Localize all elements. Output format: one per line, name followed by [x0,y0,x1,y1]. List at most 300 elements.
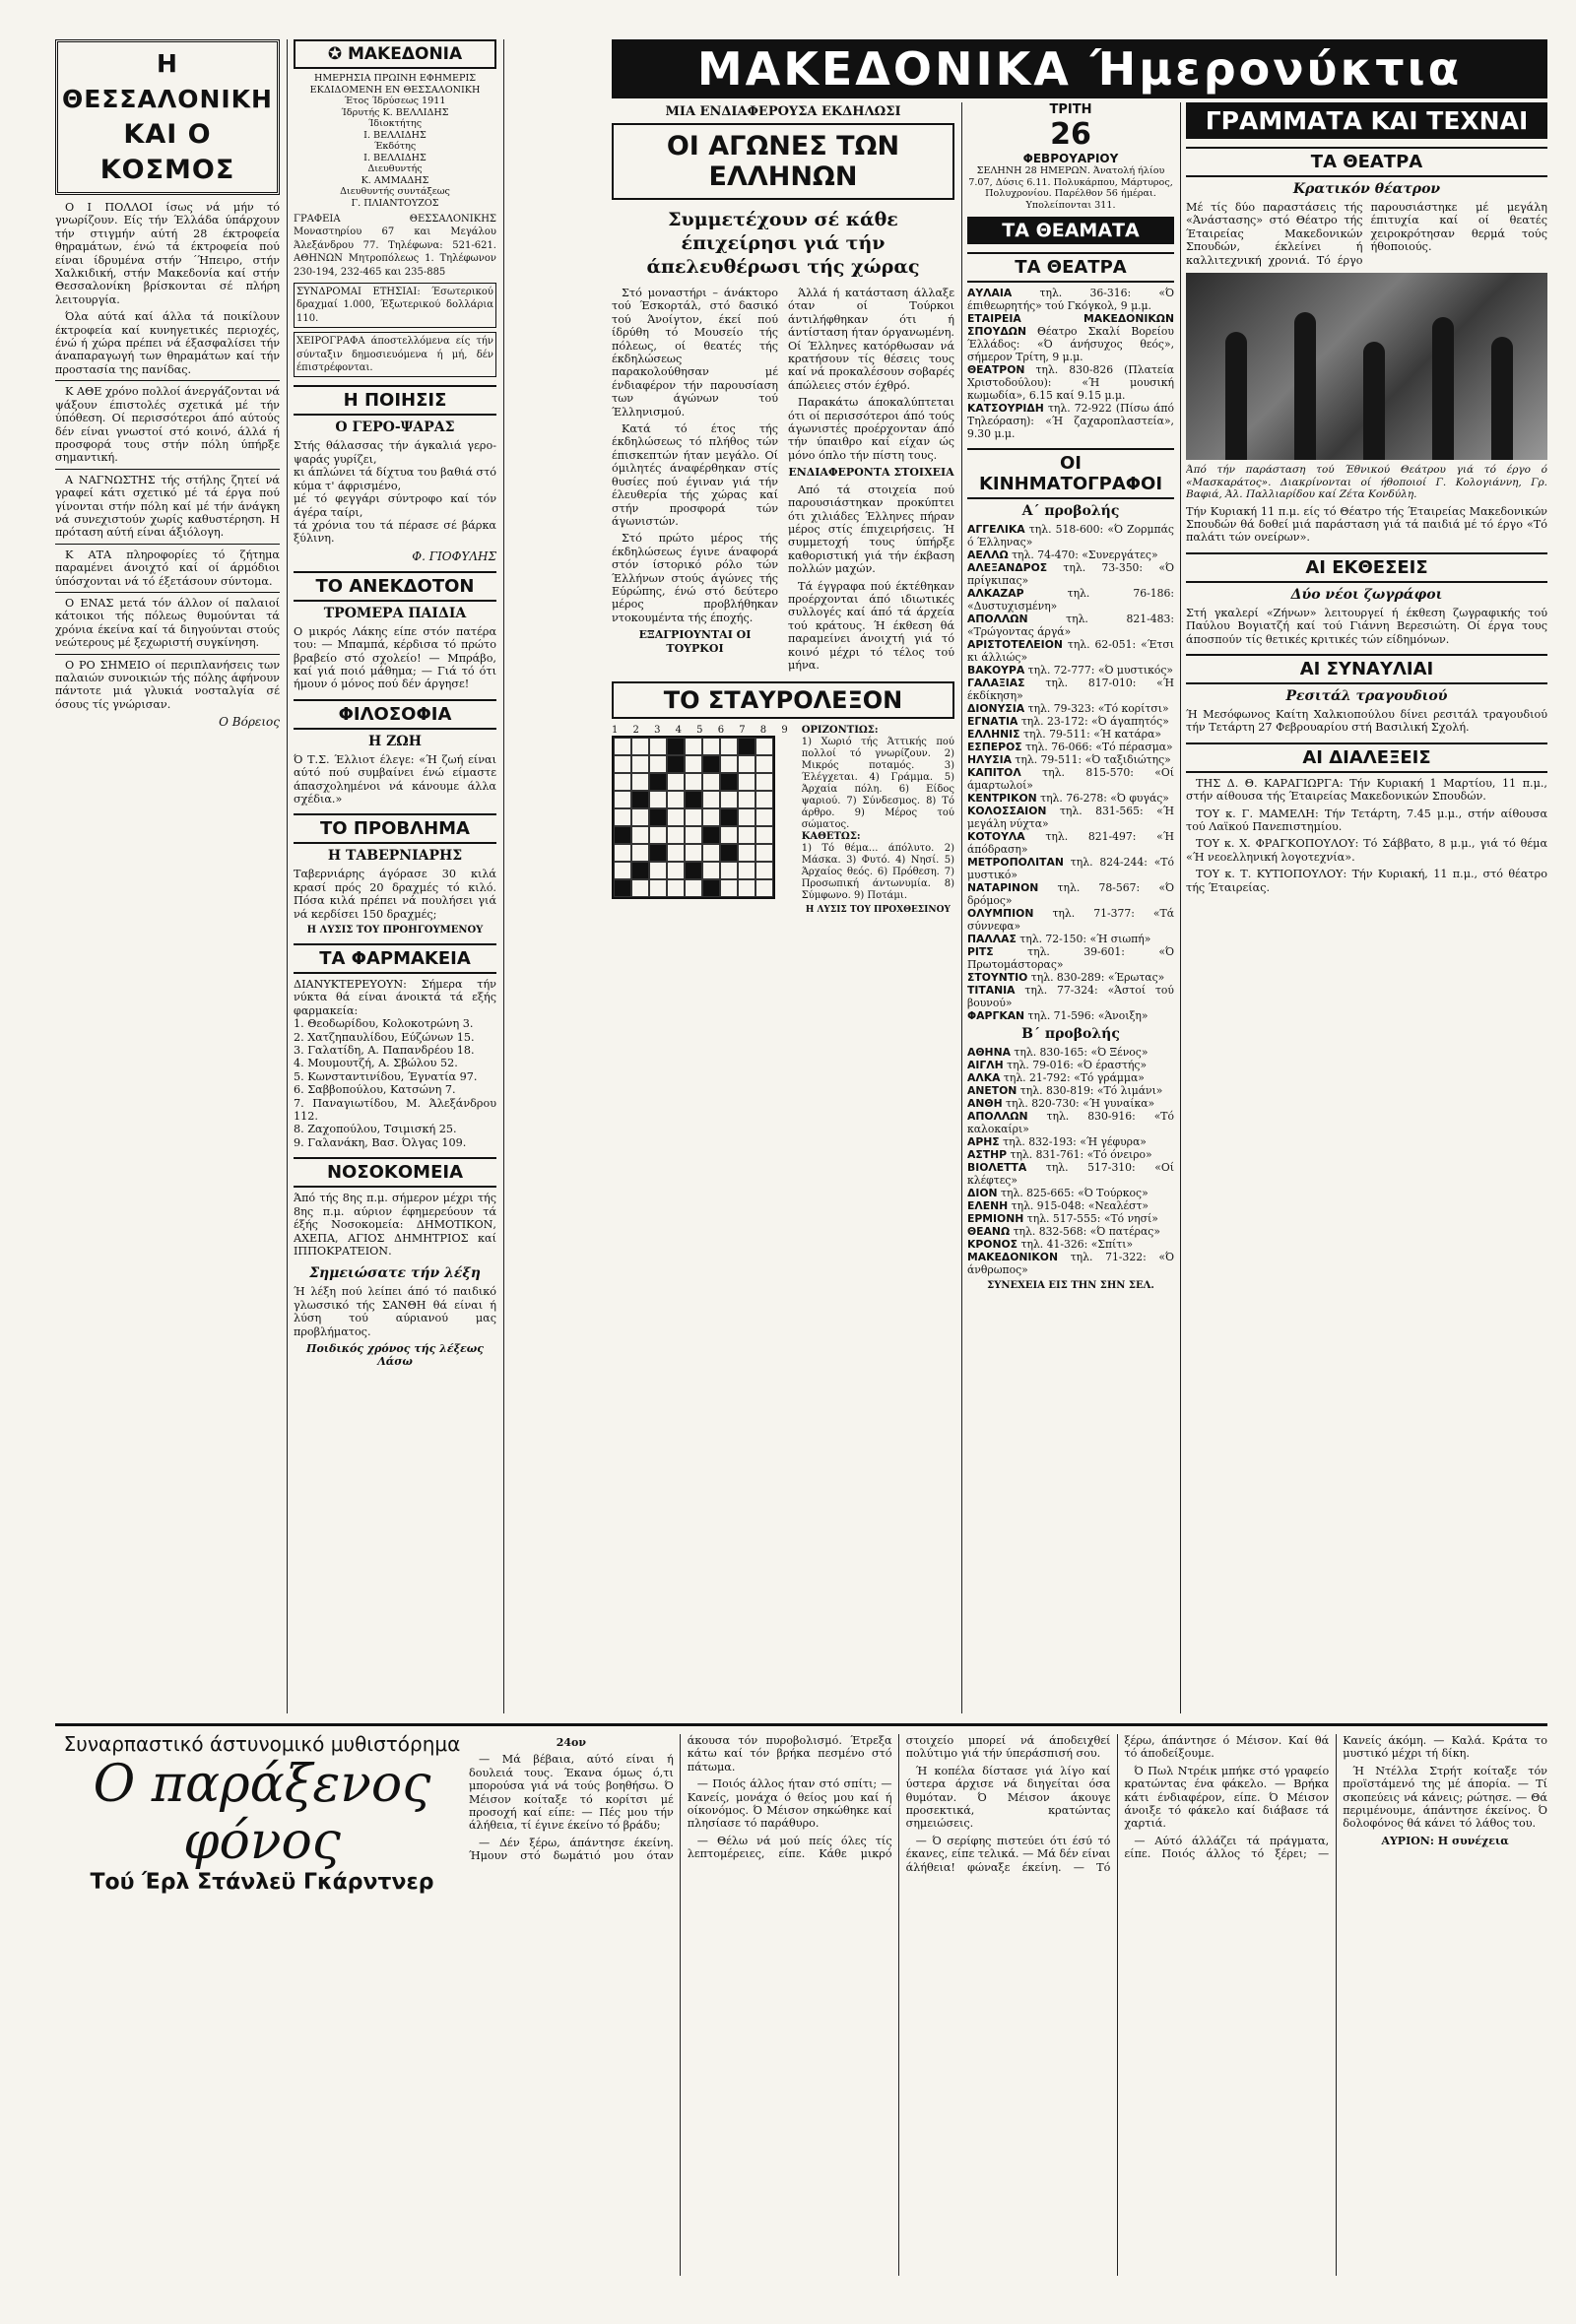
crossword-cell [702,862,720,879]
listing-item [967,1097,1174,1110]
crossword-cell [614,791,631,808]
listing-venue: ΑΠΟΛΛΩΝ [967,1110,1028,1123]
crossword-cell [667,862,685,879]
poem-author: Φ. ΓΙΟΦΥΛΗΣ [412,549,496,563]
crossword-cell [755,791,773,808]
info-line: Διευθυντής συντάξεως [340,186,450,197]
listing-item [967,1161,1174,1187]
exhibitions-subtitle: Δύο νέοι ζωγράφοι [1290,586,1443,603]
masthead-title: ΜΑΚΕΔΟΝΙΚΑ Ήμερονύκτια [612,39,1547,98]
listing-details: τηλ. 79-323: «Τό κορίτσι» [1027,702,1169,715]
crossword-cell [631,862,649,879]
paragraph: Κ ΑΤΑ πληροφορίες τό ζήτημα παραμένει άνοιχτό καί οί άρμόδιοι ύπόσχονται νά τό έξετάσουν σύντομα. [55,548,280,588]
section-pharmacies: ΤΑ ΦΑΡΜΑΚΕΙΑ [294,943,496,974]
crossword-vertical: 1) Τό θέμα... άπόλυτο. 2) Μάσκα. 3) Φυτό. 4) Νησί. 5) Άρχαίος θεός. 6) Πρόθεση. 7) Προσωπική άντωνυμία. 8) Σύμφωνο. 9) Ποτάμι. [801,843,954,902]
listing-venue: ΜΕΤΡΟΠΟΛΙΤΑΝ [967,856,1064,869]
crossword-cell [755,773,773,791]
theatre-photo [1186,273,1547,460]
crossword-cell [755,808,773,826]
crossword-cell [755,879,773,897]
listing-item [967,1199,1174,1212]
listing-details: τηλ. 72-150: «Ή σιωπή» [1019,933,1151,945]
crossword-cell [755,826,773,844]
paragraph: Ο ΕΝΑΣ μετά τόν άλλον οί παλαιοί κάτοικοι τής πόλεως θυμούνται τά χρόνια έκείνα καί τά διηγούνται στούς νεώτερους μέ ξεχωριστή συγκίνηση. [55,596,280,650]
crossword-cell [702,879,720,897]
paragraph: Τά έγγραφα πού έκτέθηκαν προέρχονται άπό ιδιωτικές συλλογές καί άπό τά άρχεία τού κράτους. Ή έκθεση θά παραμείνει άνοιχτή γιά τό κοινό μέχρι τό τέλος τού μήνα. [788,579,954,672]
arts-theatre-title: ΤΑ ΘΕΑΤΡΑ [1186,147,1547,177]
info-line: Ίδρυτής Κ. ΒΕΛΛΙΔΗΣ [341,106,449,118]
listing-item [967,638,1174,664]
listing-details: τηλ. 79-511: «Ή κατάρα» [1023,728,1162,741]
crossword-cell [614,773,631,791]
pharmacy-item: 3. Γαλατίδη, Α. Παπανδρέου 18. [294,1044,475,1058]
listing-venue: ΚΑΤΣΟΥΡΙΔΗ [967,402,1044,415]
listing-details: τηλ. 71-322: «Ό άνθρωπος» [967,1251,1174,1276]
listing-venue: ΚΡΟΝΟΣ [967,1238,1018,1251]
paragraph: — Μά βέβαια, αύτό είναι ή δουλειά τους. Έκανα όμως ό,τι μπορούσα γιά νά τούς βοηθήσω. Ό Μέισον κοίταξε τό κορίτσι μέ προσοχή καί είπε: — Πές μου τήν άλήθεια, τί έγινε έκείνο τό βράδυ; [469,1753,674,1833]
listing-details: τηλ. 830-826 (Πλατεία Χριστοδούλου): «Ή μουσική κωμωδία», 6.15 καί 9.15 μ.μ. [967,363,1174,402]
listing-item [967,702,1174,715]
crossword-cell [631,755,649,773]
crossword-cell [702,791,720,808]
lecture-item: ΤΟΥ κ. Τ. ΚΥΤΙΟΠΟΥΛΟΥ: Τήν Κυριακή, 11 π.μ., στό θέατρο τής Έταιρείας. [1186,868,1547,894]
concerts-title: ΑΙ ΣΥΝΑΥΛΙΑΙ [1186,654,1547,684]
listing-details: τηλ. 518-600: «Ό Ζορμπάς ό Έλληνας» [967,523,1174,549]
listing-details: τηλ. 79-016: «Ό έραστής» [1007,1059,1148,1071]
crossword-horizontal: 1) Χωριό τής Άττικής πού πολλοί τό γνωρίζουν. 2) Μικρός ποταμός. 3) Έλέγχεται. 4) Γράμμα. 5) Άρχαία πόλη. 6) Είδος ψαριού. 7) Σύνδεσμος. 8) Τό άρθρο. 9) Μέρος τού σώματος. [801,737,954,831]
listing-item [967,907,1174,933]
paragraph: — Αύτό άλλάζει τά πράγματα, είπε. Ποιός άλλος τό ξέρει; — Κανείς άκόμη. — Καλά. Κράτα το μυστικό μέχρι τή δίκη. [1124,1734,1547,1861]
listing-item [967,830,1174,856]
crossword-cell [720,791,738,808]
cinemas-second-run [967,1046,1174,1276]
crossword-cell [649,773,667,791]
crossword-cell [685,826,702,844]
serial-author: Τού Έρλ Στάνλεϋ Γκάρντνερ [90,1870,434,1895]
info-line: ΗΜΕΡΗΣΙΑ ΠΡΩΙΝΗ ΕΦΗΜΕΡΙΣ [313,73,477,84]
hospitals-text: Άπό τής 8ης π.μ. σήμερον μέχρι τής 8ης π.μ. αύριον έφημερεύουν τά έξής Νοσοκομεία: ΔΗΜΟΤΙΚΟΝ, ΑΧΕΠΑ, ΑΓΙΟΣ ΔΗΜΗΤΡΙΟΣ καί ΙΠΠΟΚΡΑΤΕΙΟΝ. [294,1192,496,1258]
paragraph: Όλα αύτά καί άλλα τά ποικίλουν έκτροφεία καί κυνηγετικές περιοχές, ένώ ή χώρα πρέπει νά έξασφαλίσει τήν άναπαραγωγή των θηραμάτων καί τήν προστασία της πανίδας. [55,310,280,376]
section-heading: ΕΝΔΙΑΦΕΡΟΝΤΑ ΣΤΟΙΧΕΙΑ [788,466,954,480]
newspaper-page [55,39,1547,2304]
listing-venue: ΒΙΟΛΕΤΤΑ [967,1161,1027,1174]
column-body [55,201,280,711]
listing-details: τηλ. 815-570: «Οί άμαρτωλοί» [967,766,1174,792]
info-line: Κ. ΑΜΜΑΔΗΣ [361,174,429,186]
lectures-list [1186,777,1547,894]
info-line: Έτος Ίδρύσεως 1911 [344,96,446,106]
problem-text: Ταβερνιάρης άγόρασε 30 κιλά κρασί πρός 20 δραχμές τό κιλό. Πόσα κιλά πρέπει νά πουλήσει γιά νά κερδίσει 150 δραχμές; [294,868,496,921]
crossword-cell [720,773,738,791]
article-headline: ΟΙ ΑΓΩΝΕΣ ΤΩΝ ΕΛΛΗΝΩΝ [612,123,954,200]
crossword-cell [614,844,631,862]
listing-venue: ΘΕΑΝΩ [967,1225,1011,1238]
pharmacy-item: 9. Γαλανάκη, Βασ. Όλγας 109. [294,1135,467,1149]
arts-theatre-subtitle: Κρατικόν θέατρον [1292,181,1441,197]
listing-venue: ΒΑΚΟΥΡΑ [967,664,1025,677]
problem-title: Η ΤΑΒΕΡΝΙΑΡΗΣ [327,848,463,865]
paragraph: Κατά τό έτος τής έκδηλώσεως τό πλήθος τών έπισκεπτών ήταν μεγάλο. Οί όμιλητές άναφέρθηκαν στίς θυσίες πού έγιναν γιά τήν έλευθερία τής χώρας καί στήν προσφορά τών άγωνιστών. [612,422,778,528]
section-anecdote: ΤΟ ΑΝΕΚΔΟΤΟΝ [294,571,496,602]
listing-item [967,561,1174,587]
listing-item [967,1110,1174,1135]
crossword-cell [667,773,685,791]
pharmacy-item: 1. Θεοδωρίδου, Κολοκοτρώνη 3. [294,1017,474,1031]
listing-item [967,1187,1174,1199]
crossword-grid [612,736,775,899]
column-arts [1186,102,1547,1713]
pharmacies-list [294,1017,496,1149]
listing-item [967,1071,1174,1084]
poem-line: μέ τό φεγγάρι σύντροφο καί τόν άγέρα ταίρι, [294,492,496,519]
crossword-cell [614,808,631,826]
listing-item [967,587,1174,613]
listing-item [967,1135,1174,1148]
listing-details: τηλ. 915-048: «Νεαλέστ» [1011,1199,1149,1212]
crossword-cell [631,773,649,791]
listing-venue: ΦΑΡΓΚΑΝ [967,1009,1025,1022]
paragraph: Α ΝΑΓΝΩΣΤΗΣ τής στήλης ζητεί νά γραφεί κάτι σχετικό μέ τά έργα πού γίνονται στήν πόλη καί μέ τήν άνάγκη νά συνεχιστούν χωρίς καθυστέρηση. Η πρόταση αύτή είναι άξιόλογη. [55,473,280,540]
crossword-cell [614,826,631,844]
logo-emblem-icon: ✪ [327,44,348,64]
word-puzzle-footer: Ποιδικός χρόνος τής λέξεως Λάσω [306,1341,484,1368]
second-run-label: Β΄ προβολής [1021,1026,1120,1042]
pharmacy-item: 4. Μουμουτζή, Α. Σβώλου 52. [294,1057,458,1070]
listing-venue: ΤΙΤΑΝΙΑ [967,984,1016,997]
theatres-title: ΤΑ ΘΕΑΤΡΑ [967,252,1174,283]
info-line: Ι. ΒΕΛΛΙΔΗΣ [363,152,427,163]
crossword-vertical-label: ΚΑΘΕΤΩΣ: [801,831,861,843]
listing-details: τηλ. 830-916: «Τό καλοκαίρι» [967,1110,1174,1135]
paragraph: Ή κοπέλα δίστασε γιά λίγο καί ύστερα άρχισε νά διηγείται όσα θυμόταν. Ό Μέισον άκουγε προσεκτικά, κρατώντας σημειώσεις. [905,1764,1111,1831]
problem-solution-label: Η ΛΥΣΙΣ ΤΟΥ ΠΡΟΗΓΟΥΜΕΝΟΥ [306,925,484,936]
word-puzzle-text: Ή λέξη πού λείπει άπό τό παιδικό γλωσσικό τής ΣΑΝΘΗ θά είναι ή λύση τού αύριανού μας προβλήματος. [294,1285,496,1338]
listing-venue: ΑΕΛΛΩ [967,549,1009,561]
listing-venue: ΓΑΛΑΞΙΑΣ [967,677,1025,689]
listing-details: τηλ. 831-565: «Ή μεγάλη νύχτα» [967,805,1174,830]
info-line: Ίδιοκτήτης [367,118,423,129]
column-spectacles [967,102,1174,1713]
crossword-cell [702,808,720,826]
poem-line: κι άπλώνει τά δίχτυα του βαθιά στό κύμα τ' άφρισμένο, [294,466,496,492]
listing-details: τηλ. 79-511: «Ό ταξιδιώτης» [1015,753,1171,766]
listing-details: τηλ. 517-310: «Οί κλέφτες» [967,1161,1174,1187]
pharmacy-item: 2. Χατζηπαυλίδου, Εύζώνων 15. [294,1030,475,1044]
philosophy-text: Ό Τ.Σ. Έλλιοτ έλεγε: «Ή ζωή είναι αύτό πού συμβαίνει ένώ είμαστε άπασχολημένοι νά κάνουμε άλλα σχέδια.» [294,752,496,806]
pharmacy-item: 7. Παναγιωτίδου, Μ. Άλεξάνδρου 112. [294,1096,496,1124]
crossword-title: ΤΟ ΣΤΑΥΡΟΛΕΞΟΝ [612,681,954,719]
listing-venue: ΕΛΕΝΗ [967,1199,1009,1212]
crossword-cell [631,791,649,808]
crossword-cell [649,738,667,755]
listing-venue: ΑΛΚΑΖΑΡ [967,587,1024,600]
lectures-title: ΑΙ ΔΙΑΛΕΞΕΙΣ [1186,742,1547,773]
info-line: Έκδότης [373,141,417,152]
crossword-cell [631,844,649,862]
publisher-info [294,73,496,209]
listing-item [967,1009,1174,1022]
crossword-cell [667,755,685,773]
listing-details: τηλ. 830-819: «Τό λιμάνι» [1019,1084,1163,1097]
listing-venue: ΑΓΓΕΛΙΚΑ [967,523,1025,536]
listing-details: τηλ. 76-066: «Τό πέρασμα» [1025,741,1173,753]
listing-venue: ΕΣΠΕΡΟΣ [967,741,1022,753]
column-article [612,102,954,1713]
listing-venue: ΔΙΟΝΥΣΙΑ [967,702,1025,715]
serial-story [55,1723,1547,2302]
listing-venue: ΑΡΙΣΤΟΤΕΛΕΙΟΝ [967,638,1063,651]
crossword-cell [685,738,702,755]
section-poems: Η ΠΟΙΗΣΙΣ [294,385,496,416]
crossword-cell [649,862,667,879]
info-line: Ι. ΒΕΛΛΙΔΗΣ [363,129,427,141]
logo-text: ΜΑΚΕΔΟΝΙΑ [347,44,463,64]
listing-item [967,728,1174,741]
crossword-cell [720,844,738,862]
listing-item [967,805,1174,830]
crossword-cell [720,808,738,826]
listing-details: τηλ. 78-567: «Ό δρόμος» [967,881,1174,907]
listing-item [967,549,1174,561]
listing-venue: ΘΕΑΤΡΟΝ [967,363,1025,376]
listing-venue: ΕΤΑΙΡΕΙΑ ΜΑΚΕΔΟΝΙΚΩΝ ΣΠΟΥΔΩΝ [967,312,1174,338]
crossword-cell [685,808,702,826]
crossword-horizontal-label: ΟΡΙΖΟΝΤΙΩΣ: [801,725,879,737]
listing-venue: ΠΑΛΛΑΣ [967,933,1017,945]
title-line-1: Η ΘΕΣΣΑΛΟΝΙΚΗ [62,49,273,113]
column-signature: Ο Βόρειος [219,715,280,730]
crossword-cell [738,738,755,755]
cinemas-first-run [967,523,1174,1022]
listing-item [967,613,1174,638]
crossword-cell [738,808,755,826]
poem-title: Ο ΓΕΡΟ-ΨΑΡΑΣ [335,420,455,436]
paragraph: Από τά στοιχεία πού παρουσιάστηκαν προκύπτει ότι χιλιάδες Έλληνες πήραν μέρος στίς έπιχειρήσεις. Ή συμμετοχή τους ύπήρξε καθοριστική γιά τήν έκβαση πολλών μαχών. [788,483,954,576]
listing-venue: ΚΑΠΙΤΟΛ [967,766,1021,779]
crossword-cell [631,738,649,755]
listing-details: τηλ. 830-289: «Έρωτας» [1030,971,1165,984]
listing-item [967,1251,1174,1276]
crossword-cell [755,755,773,773]
photo-caption: Άπό τήν παράσταση τού Έθνικού Θεάτρου γιά τό έργο ό «Μασκαράτος». Διακρίνονται οί ήθοποιοί Γ. Κολογιάννη, Γρ. Βαφιά, Άλ. Παλλιαρίδου καί Ζέτα Κονδύλη. [1186,464,1547,501]
listing-venue: ΑΥΛΑΙΑ [967,287,1013,299]
serial-continued: ΑΥΡΙΟΝ: Η συνέχεια [1381,1834,1509,1847]
listing-details: τηλ. 23-172: «Ό άγαπητός» [1020,715,1169,728]
makedonia-logo [294,39,496,69]
crossword-cell [649,791,667,808]
offices: ΓΡΑΦΕΙΑ ΘΕΣΣΑΛΟΝΙΚΗΣ Μοναστηρίου 67 και Μεγάλου Άλεξάνδρου 77. Τηλέφωνα: 521-621. ΑΘΗΝΩΝ Μητροπόλεως 1. Τηλέφωνον 230-194, 232-465 και 235-885 [294,214,496,278]
column-info [294,39,496,1713]
crossword-cell [631,808,649,826]
lecture-item: ΤΗΣ Δ. Θ. ΚΑΡΑΓΙΩΡΓΑ: Τήν Κυριακή 1 Μαρτίου, 11 π.μ., στήν αίθουσα τής Έταιρείας Μακεδονικών Σπουδών. [1186,776,1547,804]
cinemas-title: ΟΙ ΚΙΝΗΜΑΤΟΓΡΑΦΟΙ [967,448,1174,499]
listing-details: τηλ. 825-665: «Ό Τούρκος» [1001,1187,1149,1199]
listing-item [967,741,1174,753]
crossword-cell [720,879,738,897]
listing-venue: ΑΘΗΝΑ [967,1046,1011,1059]
listing-details: τηλ. 62-051: «Έτσι κι άλλιώς» [967,638,1174,664]
theatres-list [967,287,1174,440]
concerts-text: Ή Μεσόφωνος Καίτη Χαλκιοπούλου δίνει ρεσιτάλ τραγουδιού τήν Τετάρτη 27 Φεβρουαρίου στή Βασιλική Σχολή. [1186,707,1547,735]
listing-item [967,945,1174,971]
crossword-cell [738,844,755,862]
crossword-cell [631,879,649,897]
serial-title: Ο παράξενος φόνος [93,1755,431,1871]
paragraph: Ο ΡΟ ΣΗΜΕΙΟ οί περιπλανήσεις των παλαιών συνοικιών τής πόλης άφήνουν πάντοτε μιά γλυκιά νοσταλγία σέ όσους τίς γνώρισαν. [55,658,280,711]
exhibitions-title: ΑΙ ΕΚΘΕΣΕΙΣ [1186,552,1547,583]
info-line: ΕΚΔΙΔΟΜΕΝΗ ΕΝ ΘΕΣΣΑΛΟΝΙΚΗ [309,84,481,96]
spectacles-title: ΤΑ ΘΕΑΜΑΤΑ [967,217,1174,244]
crossword-cell [702,773,720,791]
paragraph: — Ποιός άλλος ήταν στό σπίτι; — Κανείς, μονάχα ό θείος μου καί ή οίκονόμος. Ό Μέισον σηκώθηκε καί πλησίασε τό παράθυρο. [687,1777,892,1831]
crossword-cell [685,755,702,773]
listing-item [967,1046,1174,1059]
listing-details: τηλ. 820-730: «Ή γυναίκα» [1006,1097,1155,1110]
paragraph: Άλλά ή κατάσταση άλλαξε όταν οί Τούρκοι άντιλήφθηκαν ότι ή άντίσταση ήταν όργανωμένη. Οί Έλληνες κατόρθωσαν νά κρατήσουν τίς θέσεις τους καί νά προκαλέσουν σοβαρές άπώλειες στόν έχθρό. [788,287,954,392]
crossword-cell [649,826,667,844]
crossword-cell [685,791,702,808]
arts-title: ΓΡΑΜΜΑΤΑ ΚΑΙ ΤΕΧΝΑΙ [1186,102,1547,139]
section-heading: ΕΞΑΓΡΙΟΥΝΤΑΙ ΟΙ ΤΟΥΡΚΟΙ [638,628,752,655]
column-title [55,39,280,195]
paragraph: Κ ΑΘΕ χρόνο πολλοί άνεργάζονται νά ψάξουν έπιστολές σχετικά μέ τήν ύπόθεση. Οί περισσότεροι άπό αύτούς δέν είναι γνωστοί στό κοινό, άλλά ή προσφορά τους στήν πόλη ύπήρξε σημαντική. [55,385,280,465]
crossword-cell [614,755,631,773]
listing-venue: ΑΛΕΞΑΝΔΡΟΣ [967,561,1048,574]
serial-kicker: Συναρπαστικό άστυνομικό μυθιστόρημα [63,1732,461,1756]
article-subheadline: Συμμετέχουν σέ κάθε έπιχείρησι γιά τήν άπελευθέρωσι τής χώρας [646,209,920,278]
listing-details: τηλ. 817-010: «Ή έκδίκηση» [967,677,1174,702]
listing-details: τηλ. 73-350: «Ό πρίγκιπας» [967,561,1174,587]
listing-details: τηλ. 831-761: «Τό όνειρο» [1010,1148,1152,1161]
article-body [612,287,954,672]
listing-venue: ΚΕΝΤΡΙΚΟΝ [967,792,1037,805]
pharmacies-intro: ΔΙΑΝΥΚΤΕΡΕΥΟΥΝ: Σήμερα τήν νύκτα θά είναι άνοικτά τά εξής φαρμακεία: [294,978,496,1017]
crossword-cell [667,826,685,844]
pharmacy-item: 8. Ζαχοπούλου, Τσιμισκή 25. [294,1123,457,1136]
listing-venue: ΑΙΓΛΗ [967,1059,1004,1071]
listing-details: τηλ. 830-165: «Ό Ξένος» [1014,1046,1149,1059]
listing-venue: ΡΙΤΣ [967,945,994,958]
listing-item [967,1212,1174,1225]
listing-venue: ΟΛΥΜΠΙΟΝ [967,907,1034,920]
pharmacy-item: 5. Κωνσταντινίδου, Έγνατία 97. [294,1069,478,1083]
listing-details: τηλ. 77-324: «Άστοί τού βουνού» [967,984,1174,1009]
crossword-cell [667,738,685,755]
listing-venue: ΕΡΜΙΟΝΗ [967,1212,1024,1225]
date-number: 26 [1050,117,1091,152]
crossword-cell [755,738,773,755]
section-problem: ΤΟ ΠΡΟΒΛΗΜΑ [294,813,496,844]
listing-item [967,753,1174,766]
listing-details: τηλ. 39-601: «Ό Πρωτομάστορας» [967,945,1174,971]
column-thessaloniki [55,39,280,1713]
subscriptions: ΣΥΝΔΡΟΜΑΙ ΕΤΗΣΙΑΙ: Έσωτερικού δραχμαί 1.000, Έξωτερικού δολλάρια 110. [294,283,496,328]
listing-venue: ΑΝΕΤΟΝ [967,1084,1018,1097]
crossword-solution-label: Η ΛΥΣΙΣ ΤΟΥ ΠΡΟΧΘΕΣΙΝΟΥ [805,905,951,916]
listing-item [967,971,1174,984]
listing-details: τηλ. 71-377: «Τά σύννεφα» [967,907,1174,933]
crossword-cell [614,862,631,879]
crossword-clues [802,725,954,920]
crossword-cell [685,879,702,897]
crossword-cell [738,755,755,773]
crossword-cell [702,826,720,844]
listing-details: τηλ. 821-483: «Τρώγοντας άργά» [967,613,1174,638]
listing-item [967,792,1174,805]
crossword-cell [755,844,773,862]
article-kicker: ΜΙΑ ΕΝΔΙΑΦΕΡΟΥΣΑ ΕΚΔΗΛΩΣΙ [665,104,901,119]
info-line: Διευθυντής [367,163,423,174]
paragraph: Ο Ι ΠΟΛΛΟΙ ίσως νά μήν τό γνωρίζουν. Είς τήν Έλλάδα ύπάρχουν τήν στιγμήν αύτή 28 έκτροφεία θηραμάτων, ένώ τά έκτροφεία πού είναι ίδρυμένα στήν ΄Ήπειρο, στήν Χαλκιδική, στήν Μακεδονία καί στήν Θεσσαλονίκη βρίσκονται σέ πλήρη λειτουργία. [55,201,280,306]
listing-venue: ΚΟΛΟΣΣΑΙΟΝ [967,805,1047,817]
listing-details: τηλ. 76-186: «Δυστυχισμένη» [967,587,1174,613]
poem-line: Στής θάλασσας τήν άγκαλιά γερο-ψαράς γυρίζει, [294,439,496,466]
listing-details: τηλ. 76-278: «Ό φυγάς» [1040,792,1169,805]
lecture-item: ΤΟΥ κ. Γ. ΜΑΜΕΛΗ: Τήν Τετάρτη, 7.45 μ.μ., στήν αίθουσα τού Λαϊκού Πανεπιστημίου. [1186,807,1547,833]
crossword-cell [667,844,685,862]
philosophy-title: Η ΖΩΗ [367,733,422,749]
crossword-cell [755,862,773,879]
listing-item [967,523,1174,549]
listing-item [967,1059,1174,1071]
crossword-cell [685,844,702,862]
listing-details: τηλ. 72-922 (Πίσω άπό Τηλεόραση): «Ή ζαχαροπλαστεία», 9.30 μ.μ. [967,402,1174,440]
crossword-cell [667,808,685,826]
crossword-cell [720,755,738,773]
crossword-cell [649,844,667,862]
listing-details: τηλ. 72-777: «Ό μυστικός» [1027,664,1173,677]
listing-details: τηλ. 832-568: «Ό πατέρας» [1013,1225,1160,1238]
listing-item [967,766,1174,792]
listing-item [967,856,1174,881]
lecture-item: ΤΟΥ κ. Χ. ΦΡΑΓΚΟΠΟΥΛΟΥ: Τό Σάββατο, 8 μ.μ., γιά τό θέμα «Ή νεοελληνική λογοτεχνία». [1186,837,1547,864]
anecdote-title: ΤΡΟΜΕΡΑ ΠΑΙΔΙΑ [323,605,467,621]
continued-note: ΣΥΝΕΧΕΙΑ ΕΙΣ ΤΗΝ ΣΗΝ ΣΕΛ. [987,1280,1154,1291]
arts-theatre-text-2: Τήν Κυριακή 11 π.μ. είς τό Θέατρο τής Έταιρείας Μακεδονικών Σπουδών θά δοθεί μιά παράσταση γιά τά παιδιά μέ τό έργο «Τό παλάτι τών ονείρων». [1186,504,1547,545]
concerts-subtitle: Ρεσιτάλ τραγουδιού [1285,687,1448,704]
listing-venue: ΝΑΤΑΡΙΝΟΝ [967,881,1039,894]
crossword-cell [738,826,755,844]
poem [294,439,496,545]
crossword-cell [685,862,702,879]
crossword-cell [667,879,685,897]
crossword-cell [738,773,755,791]
listing-details: τηλ. 36-316: «Ό έπιθεωρητής» τού Γκόγκολ, 9 μ.μ. [967,287,1174,312]
paragraph: Ό Πωλ Ντρέικ μπήκε στό γραφείο κρατώντας ένα φάκελο. — Βρήκα κάτι ένδιαφέρον, είπε. Ό Μέισον άνοιξε τό φάκελο καί διάβασε τά χαρτιά. [1124,1764,1330,1831]
listing-venue: ΔΙΟΝ [967,1187,998,1199]
listing-details: τηλ. 74-470: «Συνεργάτες» [1012,549,1158,561]
listing-item [967,1238,1174,1251]
word-puzzle-title: Σημειώσατε τήν λέξη [309,1265,481,1282]
listing-item [967,664,1174,677]
crossword-cell [702,738,720,755]
exhibitions-text: Στή γκαλερί «Ζήνων» λειτουργεί ή έκθεση ζωγραφικής τού Παύλου Βογιατζή καί τού Γιάννη Βερεσιώτη. Οί έργα τους άποσπούν τίς θετικές κριτικές τών είδημόνων. [1186,606,1547,646]
listing-item [967,677,1174,702]
serial-body [469,1734,1547,2276]
crossword-cell [738,862,755,879]
crossword-cell [720,738,738,755]
listing-venue: ΚΟΤΟΥΛΑ [967,830,1025,843]
listing-details: τηλ. 832-193: «Ή γέφυρα» [1003,1135,1147,1148]
crossword-cell [702,844,720,862]
crossword-cell [614,738,631,755]
crossword-cell [649,808,667,826]
crossword-cell [685,773,702,791]
listing-item [967,881,1174,907]
listing-venue: ΗΛΥΣΙΑ [967,753,1012,766]
listing-details: τηλ. 71-596: «Άνοιξη» [1027,1009,1149,1022]
serial-episode: 24ον [556,1736,587,1749]
